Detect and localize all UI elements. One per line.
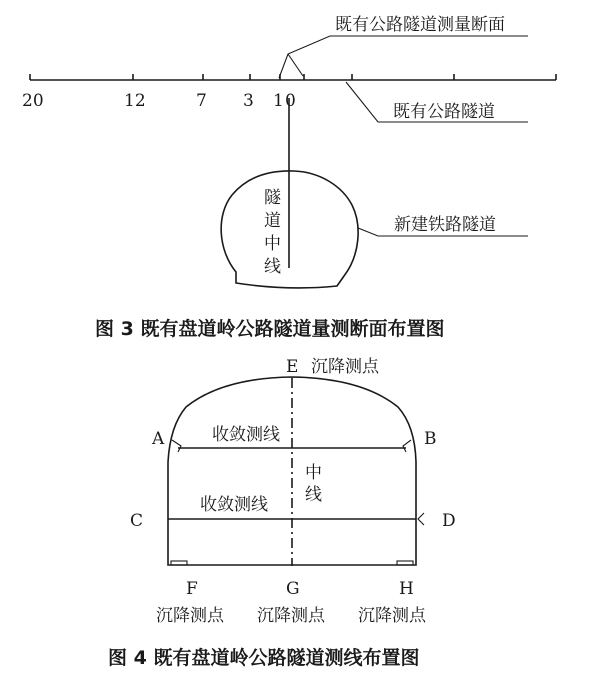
figure-4-caption: 图 4 既有盘道岭公路隧道测线布置图: [108, 647, 420, 669]
scale-label-7: 7: [196, 91, 207, 111]
label-convergence-upper: 收敛测线: [212, 425, 280, 445]
scale-label-20: 20: [22, 91, 44, 111]
label-settlement-E: 沉降测点: [311, 357, 379, 377]
centerline-label-char-1: 中: [305, 463, 322, 483]
label-settlement-F: 沉降测点: [156, 606, 224, 626]
label-existing-section: 既有公路隧道测量断面: [335, 15, 505, 35]
label-new-tunnel: 新建铁路隧道: [394, 215, 496, 235]
leader-existing-section: [279, 36, 528, 78]
label-existing-tunnel: 既有公路隧道: [393, 102, 495, 122]
label-settlement-H: 沉降测点: [358, 606, 426, 626]
centerline-char-1: 隧: [264, 188, 281, 208]
tunnel-centerline-label: [264, 188, 282, 277]
scale-label-0: 0: [285, 91, 296, 111]
label-settlement-G: 沉降测点: [257, 606, 325, 626]
scale-label-12: 12: [124, 91, 146, 111]
figure-3: [22, 15, 556, 340]
scale-label-3: 3: [243, 91, 254, 111]
point-F: F: [186, 579, 198, 599]
centerline-label-char-2: 线: [305, 485, 322, 505]
marker-B: [403, 440, 411, 452]
leader-existing-section-branch: [288, 54, 303, 76]
figure-3-caption: 图 3 既有盘道岭公路隧道量测断面布置图: [95, 318, 445, 340]
label-convergence-lower: 收敛测线: [200, 495, 268, 515]
scale-labels: [22, 91, 296, 111]
point-D: D: [442, 511, 456, 531]
scale-label-1: 1: [273, 91, 284, 111]
point-A: A: [152, 429, 165, 449]
point-B: B: [424, 429, 437, 449]
centerline-char-4: 线: [264, 257, 281, 277]
centerline-char-2: 道: [264, 211, 281, 231]
point-G: G: [286, 579, 300, 599]
point-E: E: [286, 357, 299, 377]
figure-4: [108, 357, 456, 669]
point-H: H: [399, 579, 414, 599]
point-C: C: [130, 511, 144, 531]
axis-ticks: [30, 74, 556, 80]
marker-A: [172, 440, 181, 452]
marker-D: [418, 513, 424, 525]
centerline-char-3: 中: [264, 234, 281, 254]
